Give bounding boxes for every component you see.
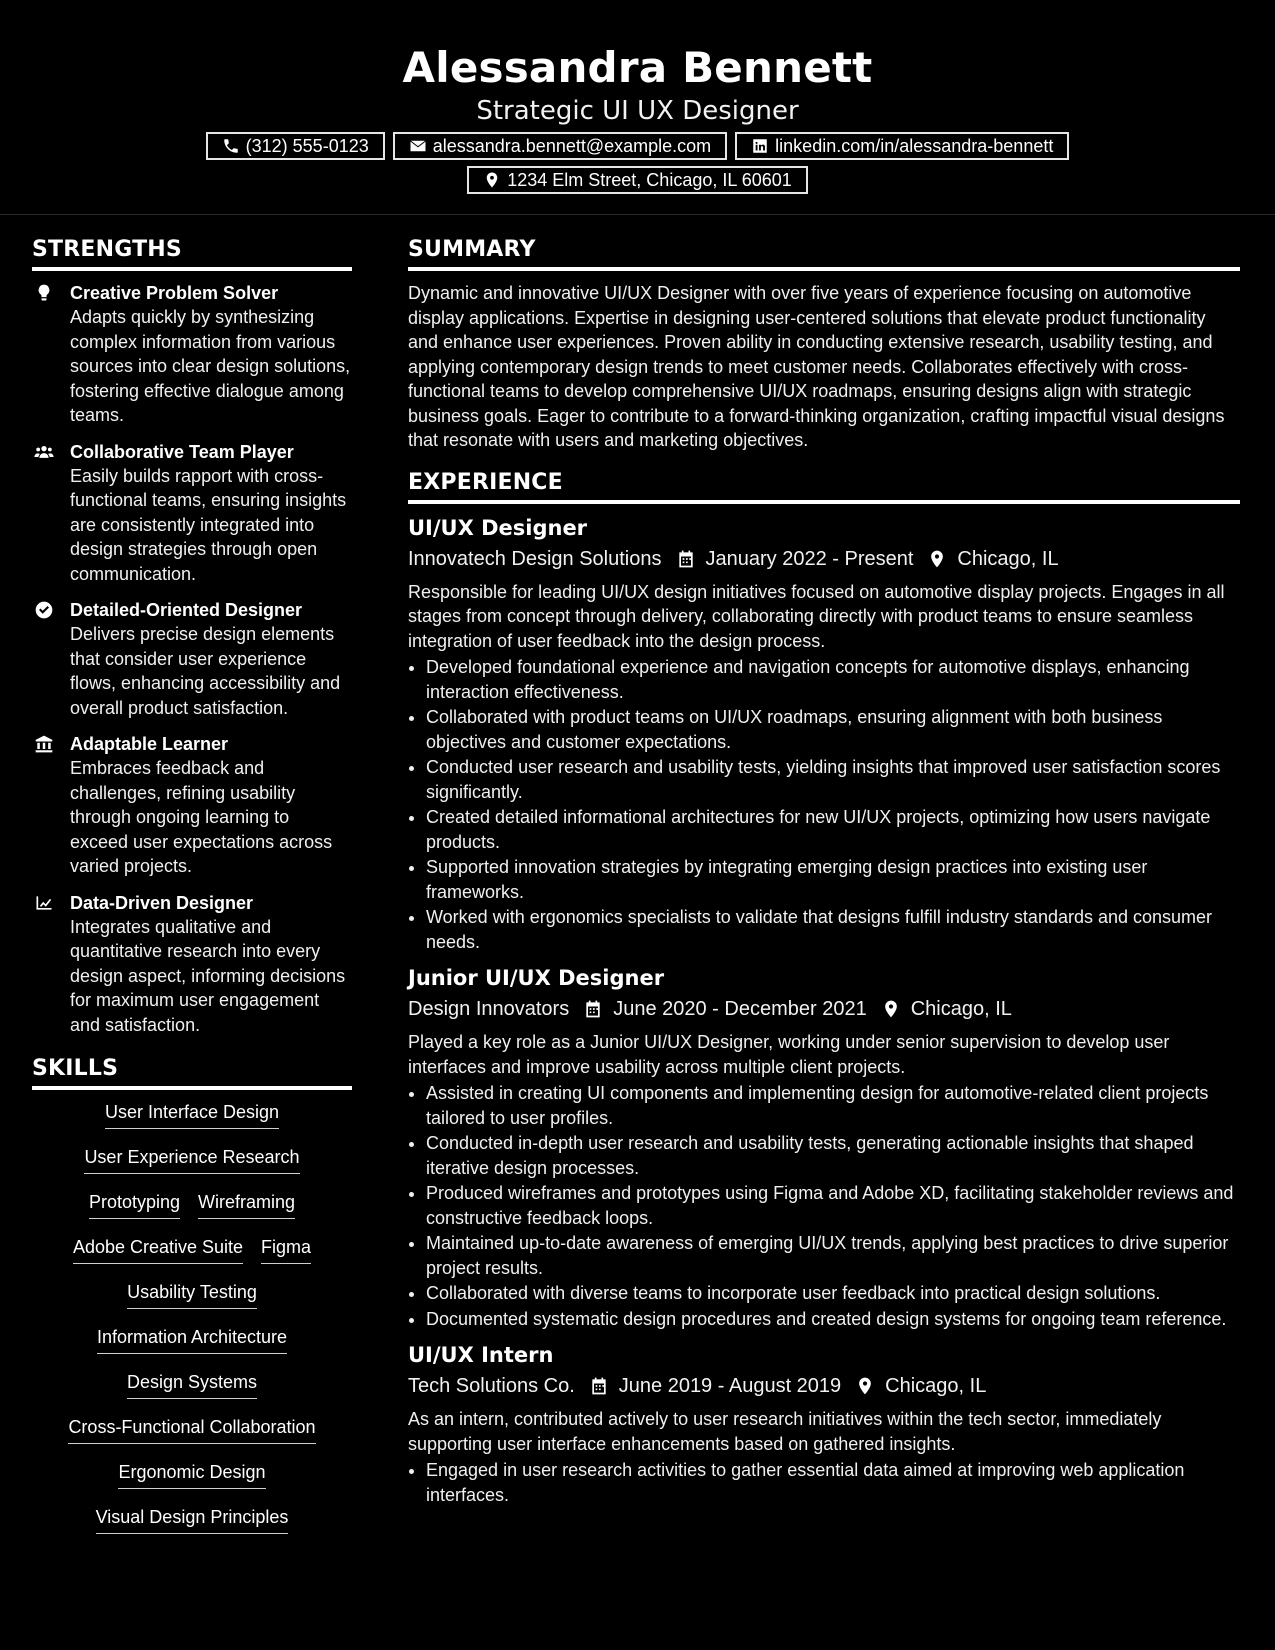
map-marker-icon (881, 999, 901, 1019)
job-bullet: • Collaborated with product teams on UI/UX roadmaps, ensuring alignment with both business objectives and customer expectations. (426, 705, 1240, 754)
skill-tag: Figma (261, 1235, 311, 1264)
strength-desc: Embraces feedback and challenges, refining usability through ongoing learning to exceed user expectations across varied projects. (70, 758, 333, 876)
strength-title: Collaborative Team Player (70, 441, 294, 462)
skill-tag: Ergonomic Design (118, 1460, 265, 1489)
skill-tag: Cross-Functional Collaboration (68, 1415, 315, 1444)
job-description: As an intern, contributed actively to user research initiatives within the tech sector, immediately supporting user interface enhancements based on gathered insights. (408, 1409, 1162, 1454)
job-bullet: • Produced wireframes and prototypes using Figma and Adobe XD, facilitating stakeholder reviews and constructive feedback loops. (426, 1181, 1240, 1230)
company-name: Design Innovators (408, 998, 570, 1020)
address-chip (467, 166, 808, 194)
job-bullet: • Assisted in creating UI components and implementing design for automotive-related client projects tailored to user profiles. (426, 1081, 1240, 1130)
resume-header (0, 0, 1275, 215)
linkedin-chip[interactable] (735, 132, 1069, 160)
job-location: Chicago, IL (885, 1375, 987, 1397)
candidate-title: Strategic UI UX Designer (476, 96, 799, 126)
job-meta (408, 1371, 1240, 1401)
strength-title: Data-Driven Designer (70, 892, 254, 913)
strength-desc: Easily builds rapport with cross-functional teams, ensuring insights are consistently integrated into design strategies through open communication. (70, 465, 347, 584)
strength-title: Detailed-Oriented Designer (70, 600, 303, 620)
job-bullet: • Collaborated with diverse teams to incorporate user feedback into practical design solutions. (426, 1281, 1240, 1306)
map-marker-icon (855, 1376, 875, 1396)
strength-item (32, 891, 352, 1038)
job-entry (408, 1341, 1240, 1507)
email-chip[interactable] (393, 132, 727, 160)
job-bullet: • Documented systematic design procedures and created design systems for ongoing team reference. (426, 1307, 1240, 1332)
job-dates: January 2022 - Present (705, 547, 914, 570)
skills-heading: SKILLS (32, 1055, 352, 1090)
job-meta (408, 544, 1240, 574)
phone-icon (222, 137, 240, 155)
job-entry (408, 964, 1240, 1331)
contact-row (0, 132, 1275, 160)
phone-chip[interactable] (206, 132, 385, 160)
job-bullet: • Engaged in user research activities to gather essential data aimed at improving web application interfaces. (426, 1458, 1240, 1507)
job-bullet: • Developed foundational experience and navigation concepts for automotive displays, enhancing interaction effectiveness. (426, 655, 1240, 704)
institution-icon (34, 734, 54, 754)
job-description: Responsible for leading UI/UX design initiatives focused on automotive display projects. Engages in all stages from concept through delivery, collaborating directly with product teams to ensure seamless integration of user feedback into the design process. (408, 581, 1225, 651)
strength-desc: Delivers precise design elements that consider user experience flows, enhancing accessibility and overall product satisfaction. (70, 624, 341, 718)
contact-row-2 (0, 166, 1275, 194)
summary-text: Dynamic and innovative UI/UX Designer with over five years of experience focusing on automotive display applications. Expertise in designing user-centered solutions that elevate product functionality and enhance user experiences. Proven ability in conducting extensive research, usability testing, and applying contemporary design trends to meet customer needs. Collaborates effectively with cross-functional teams to develop comprehensive UI/UX roadmaps, ensuring designs align with strategic business goals. Eager to contribute to a forward-thinking organization, crafting impactful visual designs that resonate with users and marketing objectives. (408, 283, 1225, 450)
users-icon (32, 442, 56, 462)
job-bullet: • Worked with ergonomics specialists to validate that designs fulfill industry standards and consumer needs. (426, 905, 1240, 954)
strength-desc: Integrates qualitative and quantitative research into every design aspect, informing decisions for maximum user engagement and satisfaction. (70, 916, 346, 1035)
strengths-heading: STRENGTHS (32, 236, 352, 271)
candidate-name: Alessandra Bennett (402, 43, 873, 92)
linkedin-url: linkedin.com/in/alessandra-bennett (775, 136, 1054, 156)
email-address: alessandra.bennett@example.com (432, 136, 712, 156)
job-bullet: • Conducted user research and usability tests, yielding insights that improved user satisfaction scores significantly. (426, 755, 1240, 804)
strength-desc: Adapts quickly by synthesizing complex information from various sources into clear design solutions, fostering effective dialogue among teams. (70, 307, 351, 425)
job-title: UI/UX Intern (408, 1343, 554, 1367)
job-entry (408, 514, 1240, 955)
company-name: Tech Solutions Co. (408, 1375, 575, 1397)
company-name: Innovatech Design Solutions (408, 547, 662, 570)
job-dates: June 2019 - August 2019 (618, 1375, 842, 1397)
skill-tag: Prototyping (89, 1190, 180, 1219)
strength-item (32, 732, 352, 879)
job-dates: June 2020 - December 2021 (613, 998, 867, 1020)
job-bullets (408, 1458, 1240, 1507)
calendar-icon (583, 999, 603, 1019)
skill-tag: User Interface Design (105, 1100, 279, 1129)
line-chart-icon (34, 893, 54, 913)
job-bullet: • Conducted in-depth user research and usability tests, generating actionable insights that shaped iterative design processes. (426, 1131, 1240, 1180)
experience-heading: EXPERIENCE (408, 469, 1240, 504)
map-marker-icon (927, 549, 947, 569)
strength-item (32, 598, 352, 720)
left-column (32, 236, 352, 1550)
summary-heading: SUMMARY (408, 236, 1240, 271)
skill-tag: User Experience Research (84, 1145, 299, 1174)
skills-list (32, 1100, 352, 1550)
envelope-icon (409, 137, 427, 155)
job-meta (408, 994, 1240, 1024)
strength-title: Creative Problem Solver (70, 283, 279, 303)
strength-item (32, 281, 352, 428)
job-location: Chicago, IL (957, 547, 1059, 570)
check-circle-icon (34, 600, 54, 620)
job-title: Junior UI/UX Designer (408, 966, 665, 990)
linkedin-icon (751, 137, 769, 155)
skill-tag: Adobe Creative Suite (73, 1235, 243, 1264)
job-bullets (408, 1081, 1240, 1331)
skill-tag: Information Architecture (97, 1325, 287, 1354)
job-bullet: • Maintained up-to-date awareness of emerging UI/UX trends, applying best practices to drive superior project results. (426, 1231, 1240, 1280)
job-location: Chicago, IL (910, 998, 1012, 1020)
skill-tag: Design Systems (127, 1370, 257, 1399)
strength-title: Adaptable Learner (70, 734, 229, 754)
skill-tag: Wireframing (198, 1190, 295, 1219)
job-title: UI/UX Designer (408, 515, 588, 540)
right-column (408, 236, 1240, 1517)
skill-tag: Usability Testing (127, 1280, 257, 1309)
address-text: 1234 Elm Street, Chicago, IL 60601 (507, 170, 792, 190)
calendar-icon (589, 1376, 609, 1396)
phone-number: (312) 555-0123 (245, 136, 369, 156)
strength-item (32, 440, 352, 587)
job-bullet: • Created detailed informational architectures for new UI/UX projects, optimizing how users navigate products. (426, 805, 1240, 854)
lightbulb-icon (34, 283, 54, 303)
skill-tag: Visual Design Principles (96, 1505, 289, 1534)
job-description: Played a key role as a Junior UI/UX Designer, working under senior supervision to develop user interfaces and improve usability across multiple client projects. (408, 1032, 1170, 1077)
calendar-icon (676, 549, 696, 569)
job-bullet: • Supported innovation strategies by integrating emerging design practices into existing user frameworks. (426, 855, 1240, 904)
map-marker-icon (483, 171, 501, 189)
job-bullets (408, 655, 1240, 954)
